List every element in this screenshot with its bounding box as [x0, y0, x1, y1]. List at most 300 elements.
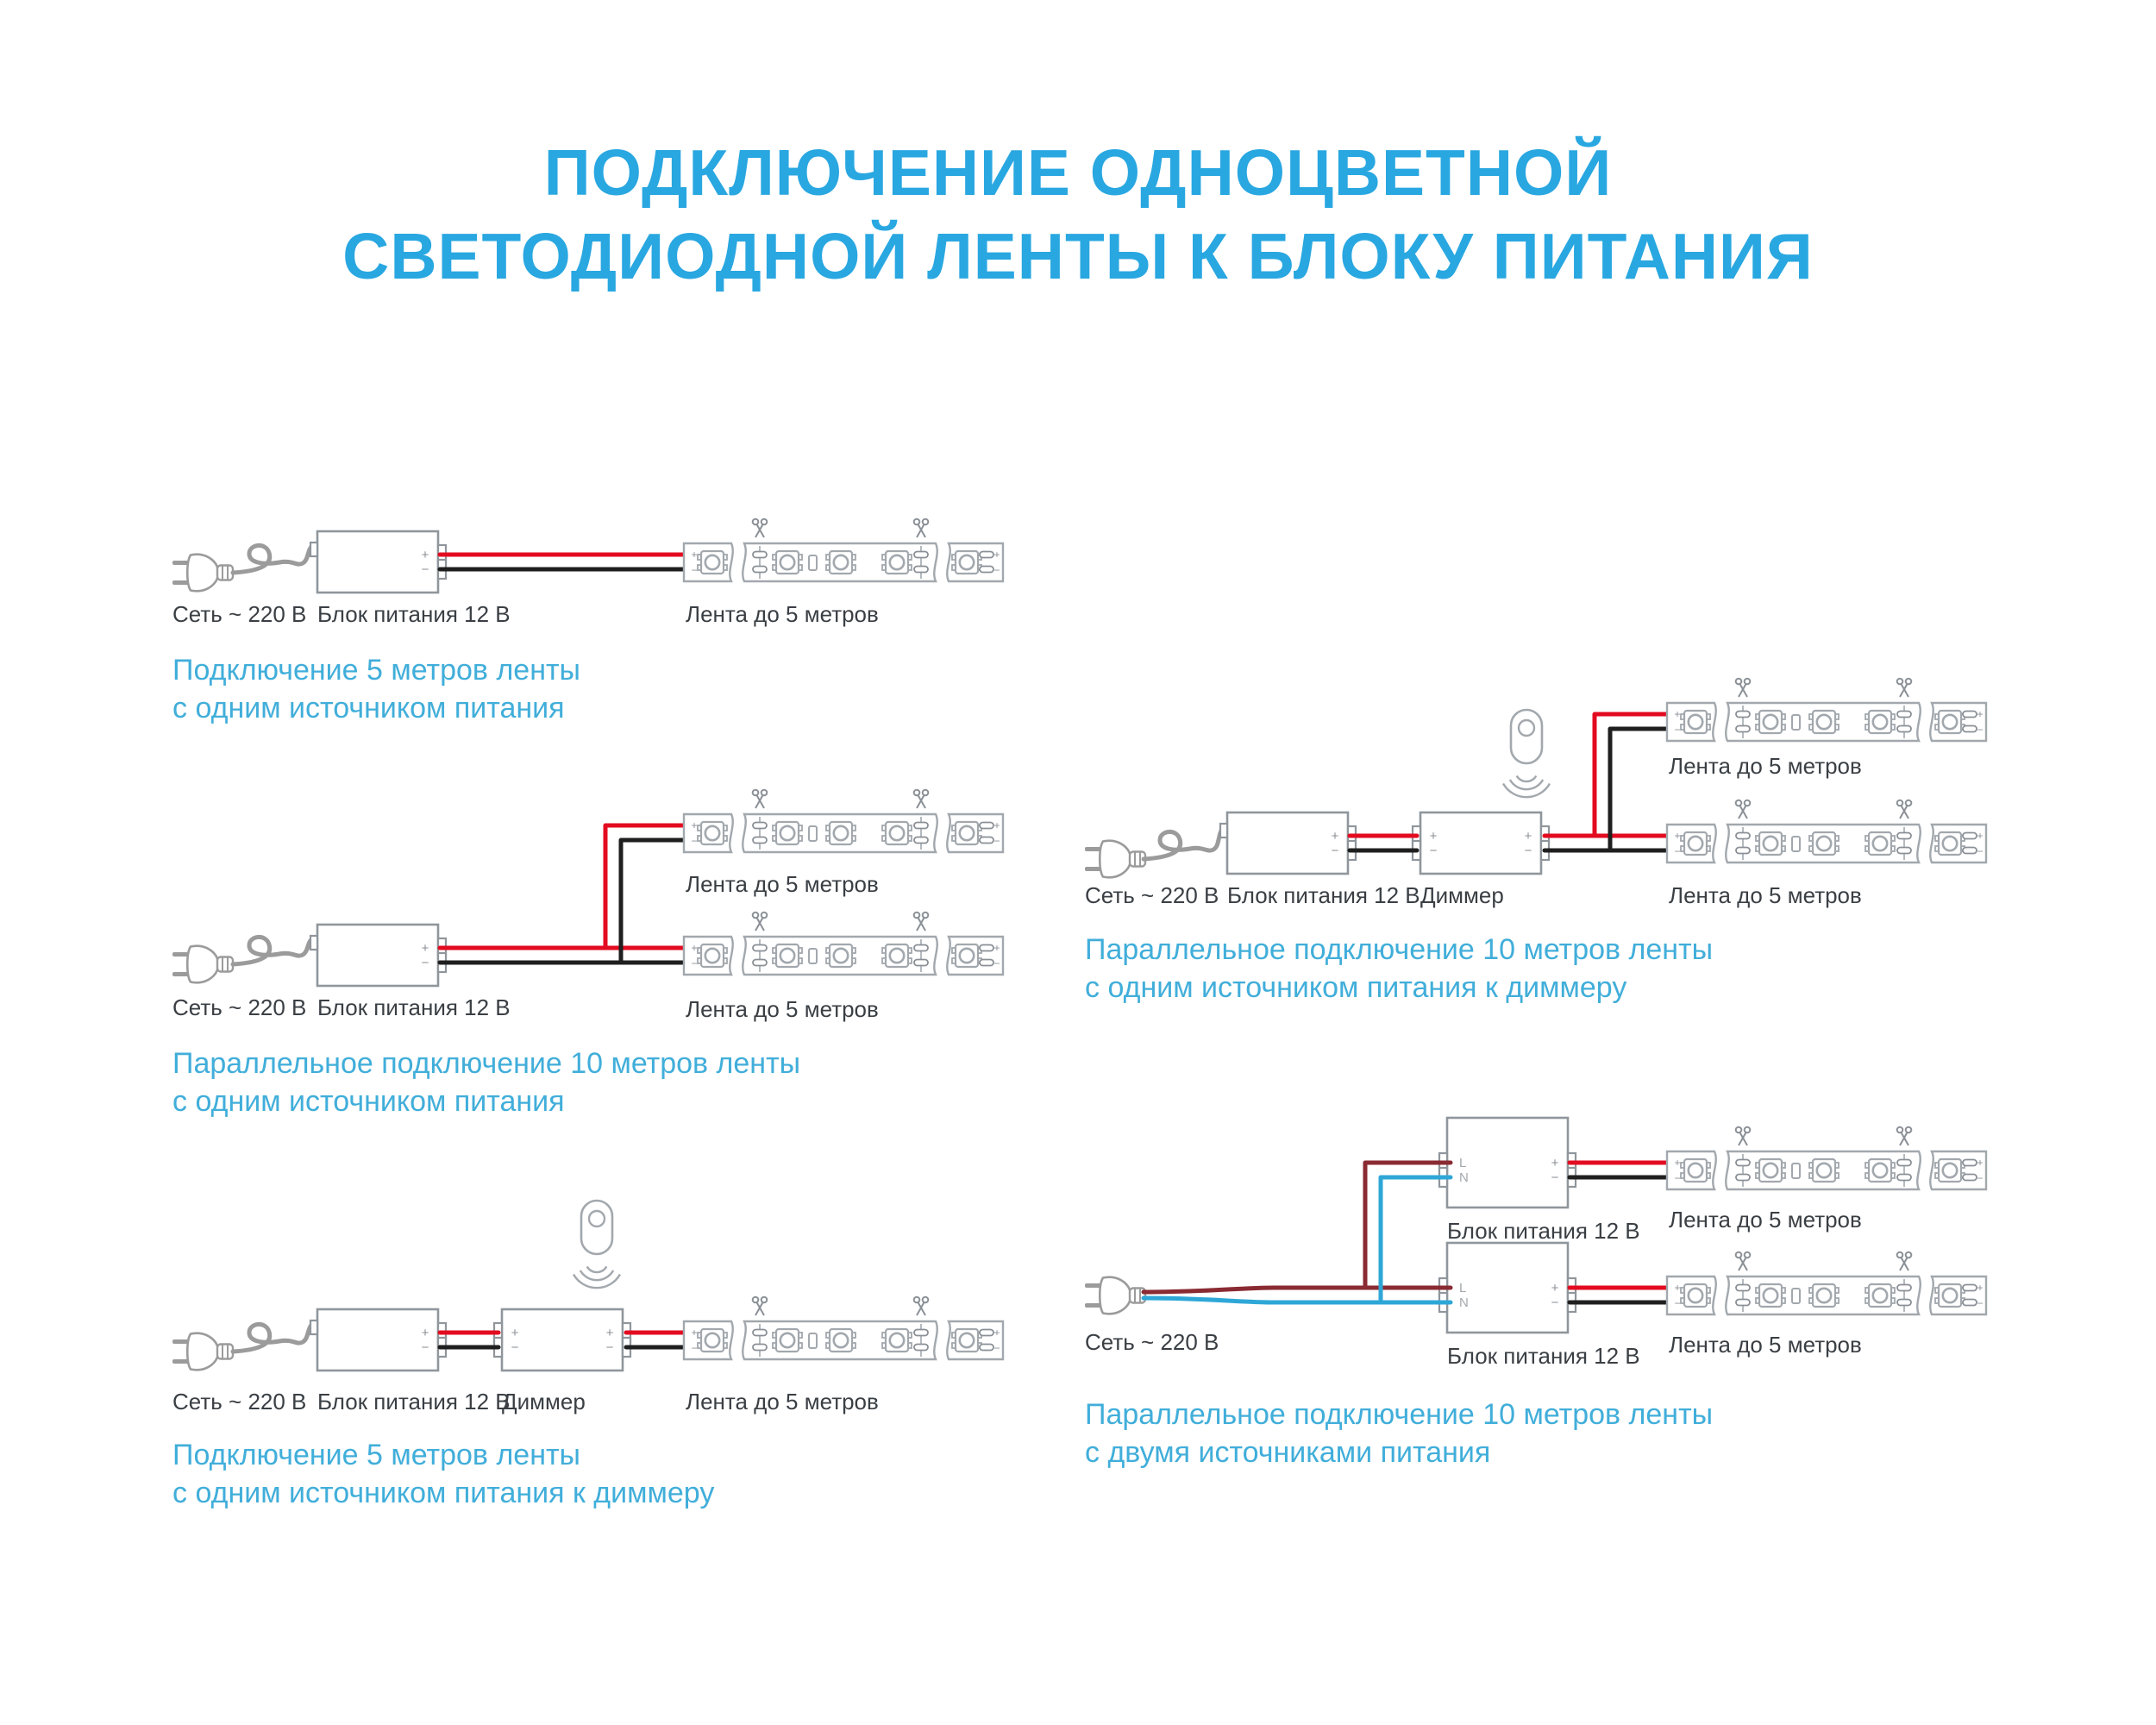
- scissors-icon: [1897, 1252, 1912, 1270]
- scissors-part: [1745, 679, 1751, 685]
- terminal-mark: −: [691, 835, 698, 847]
- led-chip: [773, 1329, 802, 1352]
- terminal-mark: L: [1459, 1281, 1467, 1295]
- terminal-mark: −: [1551, 1295, 1559, 1310]
- solder-pad: [1736, 1300, 1750, 1306]
- led-strip: [684, 1297, 1003, 1359]
- component-label: Лента до 5 метров: [1669, 1332, 1862, 1358]
- negative-branch-wire: [621, 840, 686, 963]
- solder-pad: [980, 1345, 993, 1351]
- power-cord: [233, 937, 312, 964]
- solder-pad: [1736, 712, 1750, 718]
- scissors-part: [1739, 684, 1746, 697]
- power-supply-box: [310, 925, 446, 986]
- component-label: Лента до 5 метров: [1669, 753, 1862, 779]
- led-chip: [1809, 832, 1839, 855]
- led-chip: [1935, 832, 1965, 855]
- solder-pad: [1736, 833, 1750, 839]
- terminal-mark: +: [511, 1326, 519, 1340]
- component-label: Сеть ~ 220 В: [172, 1389, 307, 1414]
- led-chip: [1935, 711, 1965, 733]
- led-chip: [698, 822, 727, 844]
- terminal-mark: +: [1551, 1281, 1559, 1295]
- scissors-part: [1906, 800, 1912, 806]
- scissors-icon: [1736, 1252, 1751, 1270]
- terminal-mark: −: [691, 957, 698, 969]
- resistor: [1792, 1164, 1800, 1178]
- scissors-part: [923, 519, 929, 525]
- solder-pad: [1963, 833, 1977, 839]
- scissors-part: [1739, 806, 1746, 819]
- solder-pad: [1963, 1285, 1977, 1291]
- power-supply-box-body: [317, 1309, 438, 1371]
- scissors-part: [917, 524, 924, 537]
- scissors-part: [1902, 806, 1909, 819]
- scissors-icon: [1897, 800, 1912, 819]
- terminal-mark: +: [1674, 830, 1681, 842]
- resistor: [1792, 1289, 1800, 1303]
- scissors-icon: [914, 790, 929, 808]
- led-strip: [1667, 800, 1986, 862]
- terminal-mark: +: [1524, 829, 1532, 844]
- scissors-part: [755, 918, 763, 931]
- scissors-part: [923, 1297, 929, 1303]
- terminal-mark: −: [421, 562, 429, 577]
- terminal-mark: −: [993, 564, 1000, 576]
- diagram-caption-line: с одним источником питания к диммеру: [1085, 971, 1627, 1004]
- scissors-part: [753, 519, 759, 525]
- solder-pad: [1736, 1175, 1750, 1181]
- led-chip: [1935, 1284, 1965, 1307]
- led-chip: [952, 551, 981, 574]
- led-chip: [826, 822, 856, 844]
- scissors-icon: [753, 1297, 768, 1315]
- power-cord: [233, 1324, 312, 1352]
- led-chip: [1809, 711, 1839, 733]
- terminal-mark: +: [691, 1327, 698, 1339]
- scissors-part: [914, 519, 920, 525]
- scissors-part: [1740, 806, 1748, 819]
- scissors-part: [753, 790, 759, 796]
- diagram-caption-line: Параллельное подключение 10 метров ленты: [172, 1047, 801, 1080]
- diagram-caption-line: Параллельное подключение 10 метров ленты: [1085, 1398, 1714, 1431]
- solder-pad: [1963, 726, 1977, 732]
- solder-pad: [1736, 848, 1750, 854]
- led-chip: [1865, 1284, 1895, 1307]
- scissors-icon: [1897, 679, 1912, 697]
- terminal-mark: +: [421, 548, 429, 562]
- scissors-icon: [914, 519, 929, 537]
- terminal-mark: +: [993, 819, 1000, 831]
- led-chip: [698, 1329, 727, 1352]
- radio-wave: [1503, 784, 1550, 798]
- terminal-mark: L: [1459, 1156, 1467, 1170]
- led-chip: [1756, 1159, 1785, 1182]
- terminal-mark: +: [1977, 1282, 1984, 1294]
- plug-icon: [1085, 1277, 1145, 1314]
- power-supply-box-body: [1227, 812, 1348, 874]
- scissors-part: [1900, 806, 1908, 819]
- led-chip: [1865, 832, 1895, 855]
- resistor: [809, 555, 817, 570]
- solder-pad: [1736, 1160, 1750, 1166]
- terminal-mark: −: [605, 1340, 614, 1355]
- scissors-part: [755, 1302, 763, 1315]
- terminal-mark: −: [691, 1342, 698, 1354]
- solder-pad: [914, 1330, 928, 1336]
- terminal-mark: +: [691, 819, 698, 831]
- solder-pad: [1897, 1175, 1911, 1181]
- resistor: [1792, 715, 1800, 730]
- scissors-part: [923, 913, 929, 919]
- solder-pad: [1963, 1300, 1977, 1306]
- positive-branch-wire: [605, 825, 686, 948]
- power-supply-box: [310, 531, 446, 593]
- scissors-part: [1906, 1127, 1912, 1133]
- scissors-part: [757, 918, 765, 931]
- solder-pad: [980, 823, 993, 829]
- component-label: Блок питания 12 В: [1447, 1343, 1640, 1369]
- diagram-caption: [1085, 931, 1713, 1007]
- terminal-mark: +: [1331, 829, 1339, 844]
- terminal-mark: +: [1674, 1282, 1681, 1294]
- solder-pad: [1736, 1285, 1750, 1291]
- terminal-mark: −: [993, 957, 1000, 969]
- component-label: Блок питания 12 В: [1447, 1218, 1640, 1244]
- component-label: Лента до 5 метров: [686, 871, 879, 897]
- resistor: [809, 1333, 817, 1348]
- solder-pad: [914, 552, 928, 558]
- led-chip: [1681, 1159, 1710, 1182]
- power-supply-box: [1220, 812, 1356, 874]
- component-label: Блок питания 12 В: [1227, 882, 1420, 908]
- scissors-part: [918, 795, 926, 808]
- led-strip: [1667, 679, 1986, 741]
- solder-pad: [980, 960, 993, 966]
- led-strip: [684, 790, 1003, 852]
- mains-input-terminal: [310, 1320, 317, 1334]
- scissors-part: [757, 1302, 765, 1315]
- component-label: Лента до 5 метров: [686, 996, 879, 1022]
- live-branch-wire: [1365, 1163, 1451, 1288]
- solder-pad: [914, 960, 928, 966]
- dimmer-box-body: [1420, 812, 1541, 874]
- page-title: [0, 131, 2156, 298]
- scissors-part: [1897, 1127, 1903, 1133]
- solder-pad: [1897, 848, 1911, 854]
- scissors-part: [753, 913, 759, 919]
- mains-input-terminal: [310, 936, 317, 950]
- terminal-mark: +: [993, 549, 1000, 561]
- power-supply-box-body: [317, 531, 438, 593]
- led-chip: [882, 822, 912, 844]
- solder-pad: [753, 960, 767, 966]
- power-supply-box-body: [317, 925, 438, 986]
- scissors-part: [1906, 1252, 1912, 1258]
- led-chip: [1756, 1284, 1785, 1307]
- led-chip: [826, 1329, 856, 1352]
- scissors-part: [1745, 1252, 1751, 1258]
- component-label: Лента до 5 метров: [1669, 882, 1862, 908]
- terminal-mark: −: [993, 835, 1000, 847]
- solder-pad: [1736, 726, 1750, 732]
- scissors-part: [917, 1302, 924, 1315]
- radio-wave: [573, 1275, 620, 1289]
- terminal-mark: +: [993, 942, 1000, 954]
- power-supply-box: [310, 1309, 446, 1371]
- scissors-part: [755, 795, 763, 808]
- plug-body: [187, 946, 218, 983]
- solder-pad: [1963, 848, 1977, 854]
- scissors-part: [914, 1297, 920, 1303]
- terminal-mark: −: [1977, 1172, 1984, 1184]
- terminal-mark: −: [1674, 1172, 1681, 1184]
- solder-pad: [1897, 1285, 1911, 1291]
- dimmer-box: [494, 1309, 630, 1371]
- component-label: Сеть ~ 220 В: [172, 994, 307, 1020]
- component-label: Сеть ~ 220 В: [172, 601, 307, 627]
- terminal-mark: −: [1674, 845, 1681, 857]
- terminal-mark: −: [1674, 1297, 1681, 1309]
- page-title-line-2: СВЕТОДИОДНОЙ ЛЕНТЫ К БЛОКУ ПИТАНИЯ: [342, 220, 1814, 292]
- component-label: Блок питания 12 В: [317, 1389, 511, 1414]
- positive-branch-wire: [1595, 714, 1670, 836]
- plug-body: [1100, 1277, 1131, 1314]
- solder-pad: [1897, 1160, 1911, 1166]
- terminal-mark: +: [1674, 708, 1681, 720]
- diagram-caption-line: с одним источником питания: [172, 692, 565, 724]
- terminal-mark: +: [605, 1326, 614, 1340]
- power-supply-box: [1439, 1118, 1576, 1208]
- scissors-part: [1740, 684, 1748, 697]
- live-wire: [1144, 1288, 1451, 1292]
- solder-pad: [914, 837, 928, 844]
- scissors-icon: [753, 790, 768, 808]
- terminal-mark: −: [1674, 724, 1681, 736]
- scissors-icon: [914, 913, 929, 931]
- scissors-part: [914, 790, 920, 796]
- scissors-part: [917, 795, 924, 808]
- terminal-mark: +: [421, 1326, 429, 1340]
- led-chip: [1681, 711, 1710, 733]
- diagram-caption-line: Подключение 5 метров ленты: [172, 1439, 580, 1471]
- terminal-mark: −: [421, 956, 429, 970]
- terminal-mark: +: [993, 1327, 1000, 1339]
- led-chip: [1756, 711, 1785, 733]
- scissors-icon: [1736, 679, 1751, 697]
- diagram-caption: [172, 1436, 714, 1512]
- plug-icon: [1085, 841, 1145, 878]
- plug-body: [187, 555, 218, 592]
- scissors-icon: [1736, 1127, 1751, 1145]
- diagram-caption-line: Параллельное подключение 10 метров ленты: [1085, 933, 1714, 966]
- led-chip: [1756, 832, 1785, 855]
- scissors-part: [917, 918, 924, 931]
- led-chip: [882, 944, 912, 967]
- solder-pad: [753, 823, 767, 829]
- solder-pad: [753, 552, 767, 558]
- solder-pad: [914, 945, 928, 951]
- scissors-part: [1902, 684, 1909, 697]
- scissors-part: [914, 913, 920, 919]
- negative-branch-wire: [1610, 729, 1670, 850]
- solder-pad: [1897, 712, 1911, 718]
- component-label: Сеть ~ 220 В: [1085, 1329, 1219, 1355]
- power-cord: [233, 545, 312, 573]
- terminal-mark: +: [1551, 1156, 1559, 1170]
- scissors-part: [918, 918, 926, 931]
- scissors-part: [761, 913, 768, 919]
- led-chip: [1935, 1159, 1965, 1182]
- plug-grommet: [217, 1345, 233, 1359]
- scissors-part: [1736, 1127, 1742, 1133]
- scissors-part: [1745, 800, 1751, 806]
- power-cord: [1144, 829, 1222, 859]
- component-label: Лента до 5 метров: [686, 1389, 879, 1414]
- led-chip: [773, 822, 802, 844]
- led-strip: [1667, 1252, 1986, 1314]
- scissors-part: [1906, 679, 1912, 685]
- solder-pad: [1897, 1300, 1911, 1306]
- scissors-part: [757, 524, 765, 537]
- terminal-mark: +: [1674, 1157, 1681, 1169]
- diagram-caption-line: Подключение 5 метров ленты: [172, 654, 580, 687]
- component-label: Диммер: [502, 1389, 586, 1414]
- scissors-part: [1745, 1127, 1751, 1133]
- terminal-mark: −: [993, 1342, 1000, 1354]
- solder-pad: [1897, 726, 1911, 732]
- plug-icon: [172, 1333, 233, 1371]
- scissors-part: [761, 519, 768, 525]
- solder-pad: [980, 1330, 993, 1336]
- led-chip: [882, 1329, 912, 1352]
- diagram-3-single-strip-dimmer: [172, 1201, 1003, 1371]
- solder-pad: [914, 1345, 928, 1351]
- terminal-mark: −: [1977, 845, 1984, 857]
- plug-grommet: [217, 957, 233, 972]
- scissors-part: [1900, 1132, 1908, 1145]
- solder-pad: [1897, 833, 1911, 839]
- terminal-mark: N: [1459, 1295, 1469, 1310]
- led-chip: [773, 944, 802, 967]
- terminal-mark: +: [1977, 708, 1984, 720]
- scissors-part: [1897, 1252, 1903, 1258]
- solder-pad: [1963, 1175, 1977, 1181]
- diagram-caption-line: с одним источником питания: [172, 1085, 565, 1118]
- led-chip: [882, 551, 912, 574]
- led-chip: [1865, 711, 1895, 733]
- solder-pad: [980, 552, 993, 558]
- scissors-part: [753, 1297, 759, 1303]
- terminal-mark: −: [421, 1340, 429, 1355]
- radio-wave: [587, 1267, 607, 1273]
- resistor: [809, 826, 817, 841]
- dimmer-box-body: [502, 1309, 623, 1371]
- component-label: Лента до 5 метров: [686, 601, 879, 627]
- led-chip: [1865, 1159, 1895, 1182]
- mains-input-terminal: [1220, 824, 1227, 837]
- power-supply-box: [1439, 1243, 1576, 1333]
- led-chip: [1809, 1159, 1839, 1182]
- scissors-part: [918, 1302, 926, 1315]
- scissors-part: [1736, 1252, 1742, 1258]
- solder-pad: [914, 823, 928, 829]
- scissors-part: [1739, 1132, 1746, 1145]
- led-strip: [684, 519, 1003, 581]
- solder-pad: [980, 567, 993, 573]
- led-chip: [952, 822, 981, 844]
- terminal-mark: N: [1459, 1170, 1469, 1185]
- scissors-part: [1900, 1258, 1908, 1270]
- terminal-mark: +: [421, 941, 429, 956]
- terminal-mark: −: [1331, 844, 1339, 858]
- solder-pad: [753, 1345, 767, 1351]
- plug-body: [187, 1333, 218, 1371]
- diagram-caption: [172, 1044, 800, 1120]
- scissors-part: [923, 790, 929, 796]
- scissors-part: [1736, 800, 1742, 806]
- solder-pad: [753, 945, 767, 951]
- diagram-caption: [1085, 1396, 1713, 1471]
- terminal-mark: −: [1429, 844, 1438, 858]
- led-strip: [1667, 1127, 1986, 1189]
- scissors-icon: [753, 519, 768, 537]
- scissors-part: [1740, 1258, 1748, 1270]
- scissors-icon: [753, 913, 768, 931]
- solder-pad: [753, 1330, 767, 1336]
- scissors-part: [1897, 679, 1903, 685]
- component-label: Сеть ~ 220 В: [1085, 882, 1219, 908]
- scissors-part: [918, 524, 926, 537]
- terminal-mark: −: [691, 564, 698, 576]
- terminal-mark: +: [1977, 830, 1984, 842]
- diagram-caption-line: с одним источником питания к диммеру: [172, 1477, 715, 1509]
- diagram-1-single-strip-single-psu: [172, 519, 1003, 593]
- diagram-caption-line: с двумя источниками питания: [1085, 1436, 1491, 1469]
- neutral-wire: [1144, 1298, 1451, 1302]
- plug-body: [1100, 841, 1131, 878]
- scissors-part: [755, 524, 763, 537]
- resistor: [1792, 837, 1800, 851]
- mains-input-terminal: [310, 543, 317, 556]
- diagram-caption: [172, 651, 580, 727]
- radio-wave: [1517, 776, 1537, 782]
- scissors-part: [1736, 679, 1742, 685]
- scissors-part: [1902, 1258, 1909, 1270]
- led-chip: [826, 551, 856, 574]
- scissors-part: [757, 795, 765, 808]
- led-chip: [698, 551, 727, 574]
- led-chip: [698, 944, 727, 967]
- terminal-mark: −: [1977, 1297, 1984, 1309]
- component-label: Лента до 5 метров: [1669, 1207, 1862, 1233]
- component-label: Блок питания 12 В: [317, 994, 511, 1020]
- led-strip: [684, 913, 1003, 975]
- led-chip: [826, 944, 856, 967]
- scissors-icon: [1736, 800, 1751, 819]
- terminal-mark: −: [1551, 1170, 1559, 1185]
- scissors-part: [1900, 684, 1908, 697]
- solder-pad: [753, 567, 767, 573]
- component-label: Блок питания 12 В: [317, 601, 511, 627]
- solder-pad: [753, 837, 767, 844]
- led-chip: [952, 944, 981, 967]
- scissors-icon: [1897, 1127, 1912, 1145]
- scissors-part: [1897, 800, 1903, 806]
- plug-grommet: [217, 566, 233, 580]
- scissors-part: [761, 1297, 768, 1303]
- page-title-line-1: ПОДКЛЮЧЕНИЕ ОДНОЦВЕТНОЙ: [543, 136, 1613, 209]
